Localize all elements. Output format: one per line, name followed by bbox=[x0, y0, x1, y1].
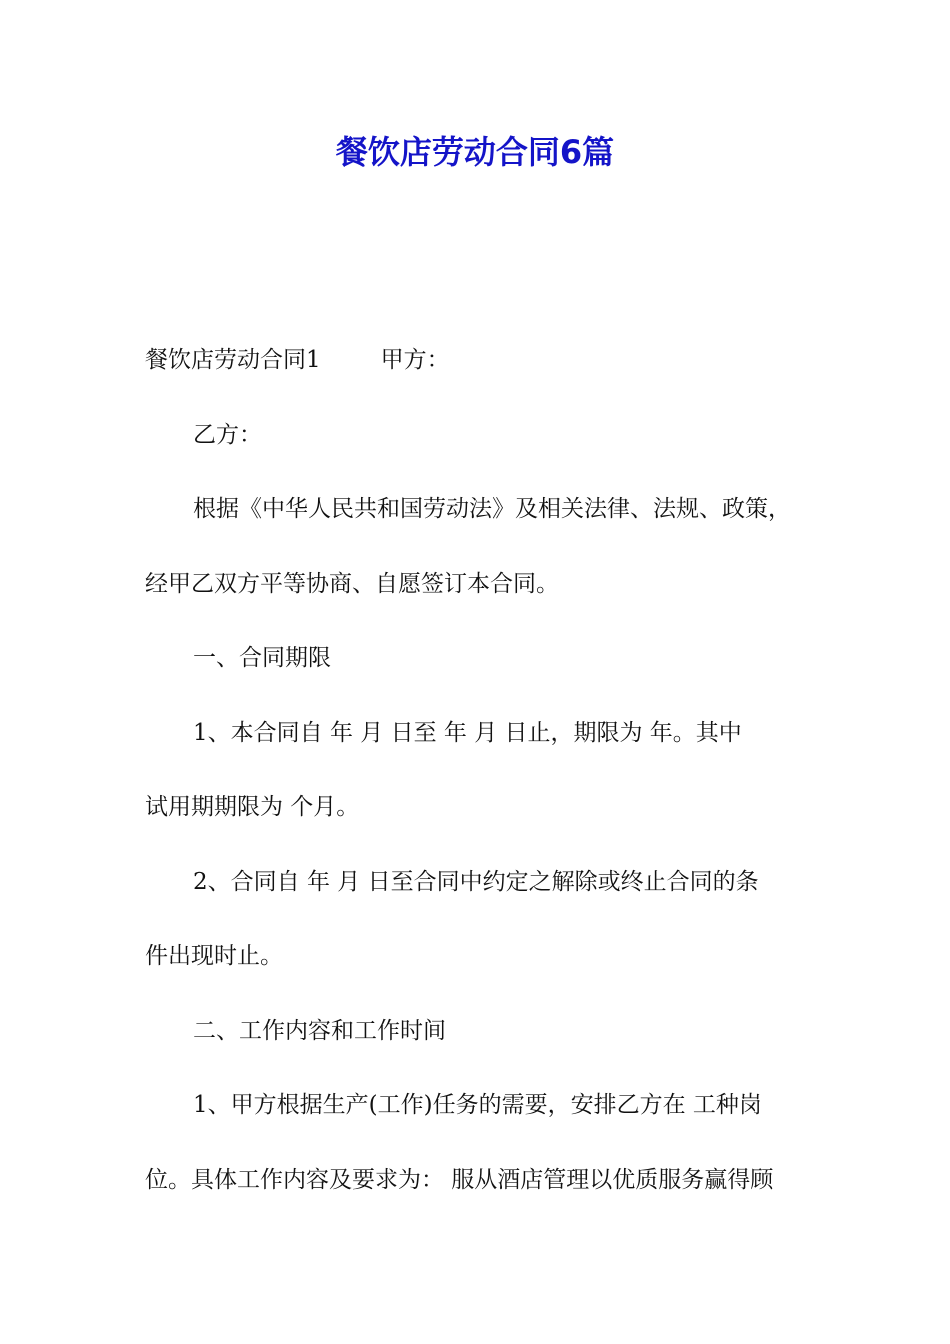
contract-heading: 餐饮店劳动合同1 bbox=[145, 347, 321, 373]
paragraph-line: 试用期期限为 个月。 bbox=[145, 794, 360, 820]
paragraph-line: 根据《中华人民共和国劳动法》及相关法律、法规、政策， bbox=[193, 496, 791, 522]
party-a-label: 甲方： bbox=[380, 347, 450, 373]
paragraph-line: 位。具体工作内容及要求为： 服从酒店管理以优质服务赢得顾 bbox=[145, 1166, 774, 1193]
paragraph-line: 2、合同自 年 月 日至合同中约定之解除或终止合同的条 bbox=[193, 868, 759, 895]
document-body bbox=[145, 332, 815, 1226]
paragraph-line: 1、本合同自 年 月 日至 年 月 日止，期限为 年。其中 bbox=[193, 719, 742, 746]
party-b-label: 乙方： bbox=[193, 421, 262, 448]
paragraph-line: 经甲乙双方平等协商、自愿签订本合同。 bbox=[145, 570, 559, 597]
document-title: 餐饮店劳动合同6篇 bbox=[335, 133, 615, 171]
section-heading: 二、工作内容和工作时间 bbox=[193, 1017, 446, 1044]
contract-heading-line bbox=[145, 332, 815, 407]
section-heading: 一、合同期限 bbox=[193, 645, 331, 671]
paragraph-line: 件出现时止。 bbox=[145, 943, 283, 969]
paragraph-line: 1、甲方根据生产(工作)任务的需要，安排乙方在 工种岗 bbox=[193, 1092, 762, 1118]
